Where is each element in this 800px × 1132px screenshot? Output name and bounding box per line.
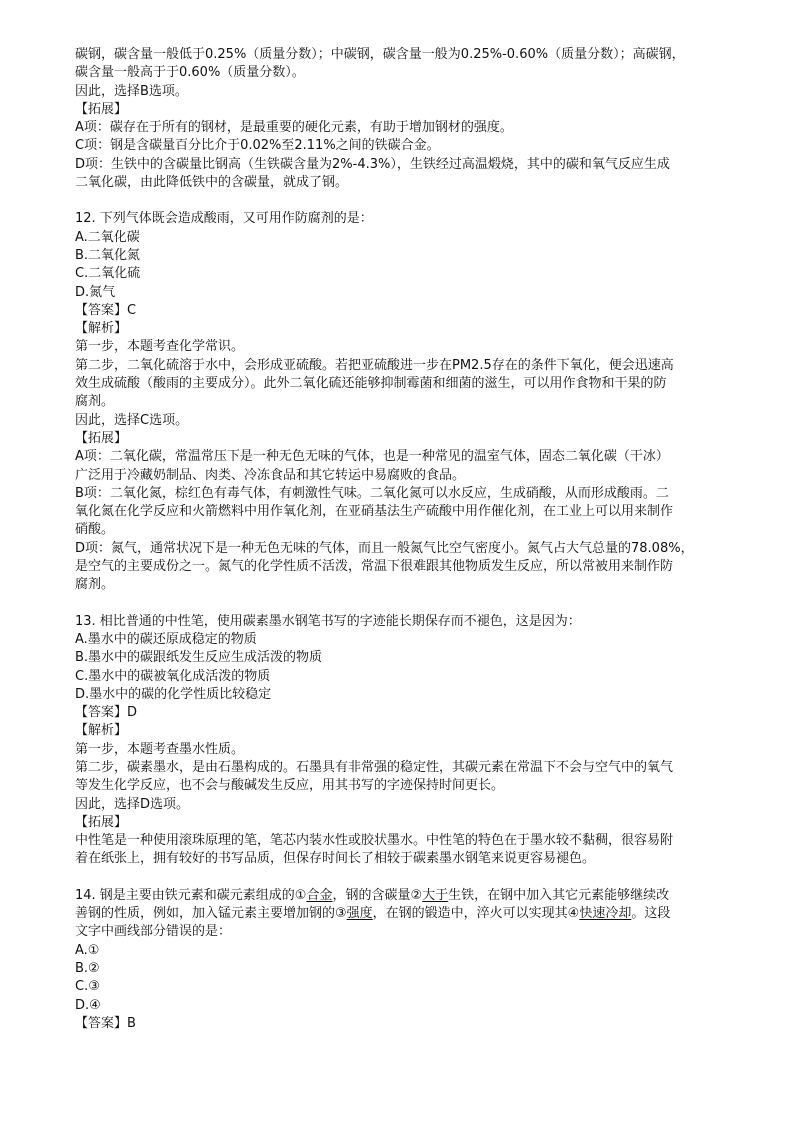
text-line: A项：碳存在于所有的钢材，是最重要的硬化元素，有助于增加钢材的强度。 xyxy=(75,120,513,136)
analysis-heading: 【解析】 xyxy=(75,723,128,739)
expand-heading: 【拓展】 xyxy=(75,430,128,446)
option-b: B.二氧化氮 xyxy=(75,247,141,263)
text-line: 腐剂。 xyxy=(75,394,115,410)
question-stem: 12. 下列气体既会造成酸雨，又可用作防腐剂的是： xyxy=(75,211,373,227)
text-line: 是空气的主要成份之一。氮气的化学性质不活泼，常温下很难跟其他物质发生反应，所以常被用来制作防 xyxy=(75,559,674,575)
spacer xyxy=(75,192,730,210)
question-stem: 13. 相比普通的中性笔，使用碳素墨水钢笔书写的字迹能长期保存而不褪色，这是因为： xyxy=(75,613,581,629)
text-line: B项：二氧化氮，棕红色有毒气体，有刺激性气味。二氧化氮可以水反应，生成硝酸，从而形成酸雨。二 xyxy=(75,485,669,501)
underlined-term-3: 强度 xyxy=(346,906,373,922)
option-b: B.墨水中的碳跟纸发生反应生成活泼的物质 xyxy=(75,650,323,666)
option-c: C.二氧化硫 xyxy=(75,266,141,282)
expand-heading: 【拓展】 xyxy=(75,101,128,117)
stem-text: ，钢的含碳量② xyxy=(332,887,423,903)
option-d: D.墨水中的碳的化学性质比较稳定 xyxy=(75,686,272,702)
option-d: D.氮气 xyxy=(75,284,116,300)
text-line: 第一步，本题考查化学常识。 xyxy=(75,339,245,355)
stem-text: 善钢的性质，例如，加入锰元素主要增加钢的③ xyxy=(75,906,347,922)
underlined-term-4: 快速冷却 xyxy=(579,906,632,922)
text-line: 因此，选择C选项。 xyxy=(75,412,189,428)
option-c: C.③ xyxy=(75,979,100,995)
text-line: 等发生化学反应，也不会与酸碱发生反应，用其书写的字迹保持时间更长。 xyxy=(75,778,505,794)
text-line: D项：生铁中的含碳量比钢高（生铁碳含量为2%-4.3%），生铁经过高温煅烧，其中的碳和氧气反应生成 xyxy=(75,156,670,172)
stem-text: 14. 钢是主要由铁元素和碳元素组成的① xyxy=(75,887,307,903)
spacer xyxy=(75,869,730,887)
text-line: C项：钢是含碳量百分比介于0.02%至2.11%之间的铁碳合金。 xyxy=(75,138,440,154)
section-question-14 xyxy=(75,887,730,1033)
expand-heading: 【拓展】 xyxy=(75,814,128,830)
stem-text: 。这段 xyxy=(631,906,671,922)
analysis-heading: 【解析】 xyxy=(75,321,128,337)
option-d: D.④ xyxy=(75,997,101,1013)
answer-line: 【答案】B xyxy=(75,1015,136,1031)
answer-line: 【答案】D xyxy=(75,705,138,721)
text-line: 效生成硫酸（酸雨的主要成分）。此外二氧化硫还能够抑制霉菌和细菌的滋生，可以用作食物和干果的防 xyxy=(75,376,667,392)
text-line: 着在纸张上，拥有较好的书写品质，但保存时间长了相较于碳素墨水钢笔来说更容易褪色。 xyxy=(75,851,596,867)
option-a: A.墨水中的碳还原成稳定的物质 xyxy=(75,631,257,647)
text-line: 二氧化碳，由此降低铁中的含碳量，就成了钢。 xyxy=(75,175,349,191)
answer-line: 【答案】C xyxy=(75,302,137,318)
spacer xyxy=(75,595,730,613)
text-line: 第一步，本题考查墨水性质。 xyxy=(75,741,245,757)
text-line: 碳钢，碳含量一般低于0.25%（质量分数）；中碳钢，碳含量一般为0.25%-0.60%（质量分数）；高碳钢， xyxy=(75,47,685,62)
underlined-term-2: 大于 xyxy=(422,887,449,903)
option-a: A.① xyxy=(75,942,100,958)
section-question-13 xyxy=(75,613,730,869)
text-line: 硝酸。 xyxy=(75,522,115,538)
document-page xyxy=(75,46,730,1033)
option-b: B.② xyxy=(75,960,100,976)
text-line: 因此，选择B选项。 xyxy=(75,83,188,99)
text-line: 广泛用于冷藏奶制品、肉类、冷冻食品和其它转运中易腐败的食品。 xyxy=(75,467,466,483)
section-question-12 xyxy=(75,210,730,594)
text-line: 氧化氮在化学反应和火箭燃料中用作氧化剂，在亚硝基法生产硫酸中用作催化剂，在工业上可以用来制作 xyxy=(75,504,674,520)
text-line: 因此，选择D选项。 xyxy=(75,796,190,812)
text-line: 腐剂。 xyxy=(75,577,115,593)
text-line: 中性笔是一种使用滚珠原理的笔，笔芯内装水性或胶状墨水。中性笔的特色在于墨水较不黏稠，很容易附 xyxy=(75,833,674,849)
stem-text: ，在钢的锻造中，淬火可以实现其④ xyxy=(372,906,580,922)
section-q11-tail xyxy=(75,46,730,192)
text-line: 第二步，二氧化硫溶于水中，会形成亚硫酸。若把亚硫酸进一步在PM2.5存在的条件下氧化，便会迅速高 xyxy=(75,357,674,373)
stem-text: 生铁，在钢中加入其它元素能够继续改 xyxy=(448,887,670,903)
option-a: A.二氧化碳 xyxy=(75,229,140,245)
question-stem-line-3: 文字中画线部分错误的是： xyxy=(75,924,232,940)
question-stem-line-2 xyxy=(75,905,730,923)
text-line: D项：氮气，通常状况下是一种无色无味的气体，而且一般氮气比空气密度小。氮气占大气总量的78.08%， xyxy=(75,540,694,556)
option-c: C.墨水中的碳被氧化成活泼的物质 xyxy=(75,668,271,684)
text-line: A项：二氧化碳，常温常压下是一种无色无味的气体，也是一种常见的温室气体，固态二氧化碳（干冰） xyxy=(75,449,669,465)
text-line: 第二步，碳素墨水，是由石墨构成的。石墨具有非常强的稳定性，其碳元素在常温下不会与空气中的氧气 xyxy=(75,759,674,775)
underlined-term-1: 合金 xyxy=(306,887,333,903)
question-stem-line-1 xyxy=(75,887,730,905)
text-line: 碳含量一般高于于0.60%（质量分数）。 xyxy=(75,65,305,81)
